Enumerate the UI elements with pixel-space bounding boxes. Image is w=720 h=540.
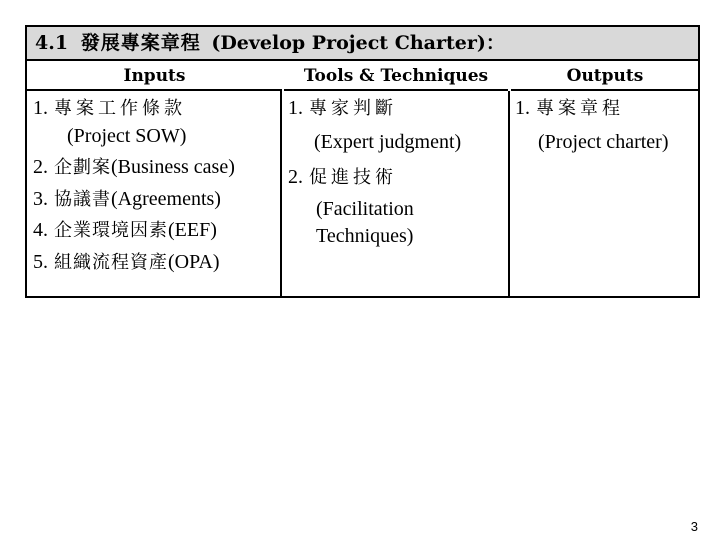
header-gap <box>282 61 284 91</box>
header-tools: Tools & Techniques <box>282 61 510 91</box>
list-item-english: (Expert judgment) <box>314 130 462 153</box>
title-cjk: 發展專案章程 <box>80 32 201 54</box>
list-item: 4. 企業環境因素(EEF) <box>33 219 217 241</box>
header-gap <box>508 61 511 91</box>
list-item-english: (Facilitation <box>316 197 414 220</box>
column-divider <box>508 91 510 296</box>
outputs-cell <box>515 91 701 296</box>
title-english: (Develop Project Charter)： <box>211 32 505 54</box>
list-item: 5. 組織流程資產(OPA) <box>33 250 220 273</box>
list-item: 3. 協議書(Agreements) <box>33 187 221 210</box>
title-number: 4.1 <box>35 32 69 54</box>
page-number: 3 <box>690 519 698 534</box>
list-item-english: Techniques) <box>316 225 414 247</box>
column-divider <box>280 91 282 296</box>
list-item: 1. 專案工作條款 <box>33 97 186 119</box>
inputs-cell <box>33 91 279 296</box>
process-table <box>25 25 700 298</box>
list-item-english: (Project SOW) <box>67 124 187 147</box>
table-title <box>27 27 698 61</box>
list-item: 2. 企劃案(Business case) <box>33 156 235 178</box>
list-item-english: (Project charter) <box>538 130 669 153</box>
tools-cell <box>288 91 504 296</box>
header-outputs: Outputs <box>510 61 700 91</box>
header-inputs: Inputs <box>27 61 282 91</box>
list-item: 1. 專家判斷 <box>288 97 397 119</box>
list-item: 1. 專案章程 <box>515 97 624 119</box>
list-item: 2. 促進技術 <box>288 166 397 188</box>
